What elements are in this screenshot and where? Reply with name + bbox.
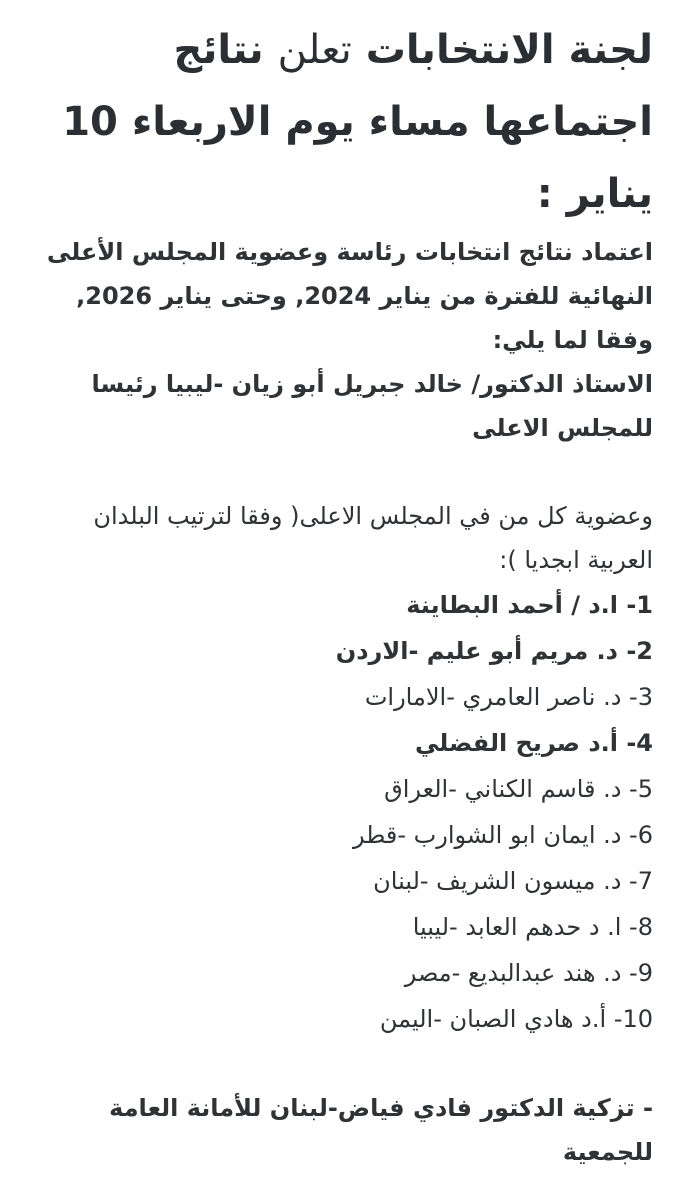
list-item: 7- د. ميسون الشريف -لبنان	[373, 867, 653, 895]
members-list	[44, 582, 653, 1042]
approval-paragraph: اعتماد نتائج انتخابات رئاسة وعضوية المجلس الأعلى النهائية للفترة من يناير 2024, وحتى يناير 2026, وفقا لما يلي:	[46, 238, 653, 354]
list-item: 6- د. ايمان ابو الشوارب -قطر	[352, 821, 653, 849]
headline-part-3: نتائج اجتماعها مساء يوم الاربعاء 10 يناير :	[62, 27, 653, 217]
headline-part-1: لجنة الانتخابات	[365, 27, 653, 73]
list-item: 1- ا.د / أحمد البطاينة	[406, 591, 653, 619]
nomination-paragraph: - تزكية الدكتور فادي فياض-لبنان للأمانة العامة للجمعية	[109, 1094, 653, 1166]
list-item: 4- أ.د صريح الفضلي	[414, 729, 653, 757]
list-item: 8- ا. د حدهم العابد -ليبيا	[412, 913, 653, 941]
headline-part-2: تعلن	[277, 27, 352, 73]
list-item: 3- د. ناصر العامري -الامارات	[364, 683, 653, 711]
spacer	[44, 1042, 653, 1086]
list-item: 5- د. قاسم الكناني -العراق	[384, 775, 653, 803]
headline	[44, 14, 653, 230]
list-item: 2- د. مريم أبو عليم -الاردن	[335, 637, 653, 665]
members-intro: وعضوية كل من في المجلس الاعلى( وفقا لترتيب البلدان العربية ابجديا ):	[93, 502, 653, 574]
list-item: 10- أ.د هادي الصبان -اليمن	[379, 1005, 653, 1033]
president-paragraph: الاستاذ الدكتور/ خالد جبريل أبو زيان -ليبيا رئيسا للمجلس الاعلى	[91, 370, 653, 442]
list-item: 9- د. هند عبدالبديع -مصر	[404, 959, 653, 987]
spacer	[44, 450, 653, 494]
